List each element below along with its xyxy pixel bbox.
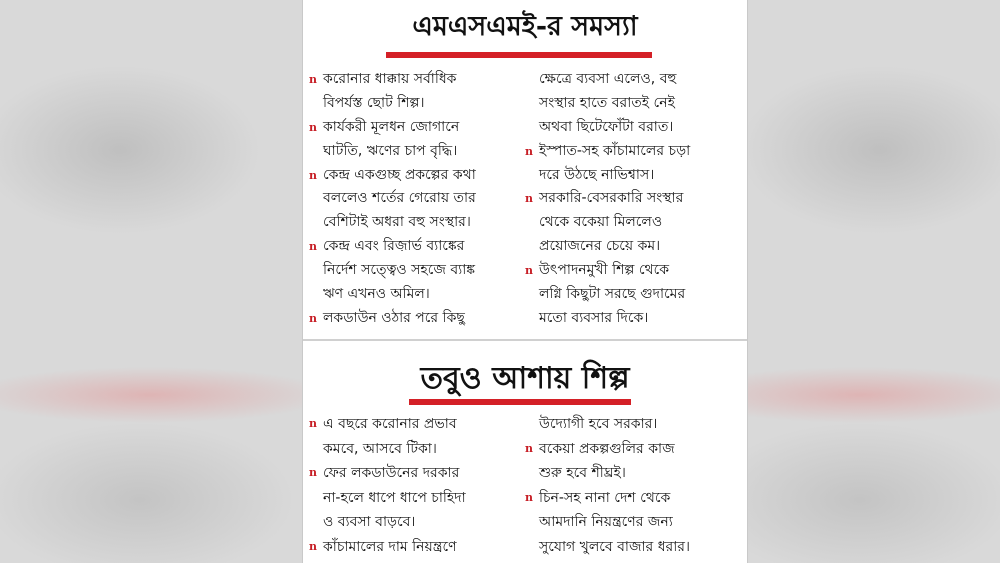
bullet-line-start	[309, 535, 521, 560]
hope-left-column	[309, 412, 521, 560]
bullet-line-continuation	[309, 259, 521, 283]
bullet-marker-icon: n	[309, 311, 317, 325]
line-text: থেকে বকেয়া মিললেও	[539, 214, 663, 231]
bullet-line-continuation	[525, 510, 737, 535]
msme-problems-section	[303, 0, 747, 340]
problems-left-column	[309, 68, 521, 331]
line-text: কমবে, আসবে টিকা।	[323, 440, 437, 457]
section-title-hope: তবুও আশায় শিল্প	[420, 361, 630, 396]
bullet-line-continuation	[309, 510, 521, 535]
bullet-line-continuation	[525, 164, 737, 188]
line-text: ক্ষেত্রে ব্যবসা এলেও, বহু	[539, 71, 677, 87]
bullet-line-continuation	[525, 535, 737, 560]
bullet-line-start	[309, 68, 521, 92]
bullet-line-continuation	[525, 68, 737, 92]
industry-hope-section	[303, 342, 747, 563]
bullet-line-start	[309, 164, 521, 188]
line-text: সুযোগ খুলবে বাজার ধরার।	[539, 538, 691, 555]
bullet-marker-icon: n	[309, 73, 317, 86]
section-title-problems: এমএসএমই-র সমস্যা	[412, 11, 638, 42]
bullet-line-start	[309, 116, 521, 140]
bullet-line-start	[309, 307, 521, 331]
bullet-line-start	[525, 437, 737, 462]
line-text: লকডাউন ওঠার পরে কিছু	[323, 309, 465, 326]
bullet-line-start	[525, 140, 737, 164]
problems-right-column	[525, 68, 737, 331]
line-text: অথবা ছিটেফোঁটা বরাত।	[539, 118, 674, 135]
bullet-line-start	[309, 412, 521, 437]
bullet-line-start	[309, 461, 521, 486]
bullet-marker-icon: n	[309, 240, 317, 254]
bullet-line-continuation	[525, 116, 737, 140]
line-text: উৎপাদনমুখী শিল্প থেকে	[539, 262, 669, 279]
bullet-line-continuation	[309, 140, 521, 164]
line-text: সংস্থার হাতে বরাতই নেই	[539, 94, 675, 111]
bullet-line-continuation	[525, 92, 737, 116]
line-text: এ বছরে করোনার প্রভাব	[323, 416, 457, 432]
bullet-marker-icon: n	[525, 264, 533, 278]
bullet-line-continuation	[525, 412, 737, 437]
bullet-line-start	[525, 187, 737, 211]
bullet-line-continuation	[309, 92, 521, 116]
line-text: বকেয়া প্রকল্পগুলির কাজ	[539, 440, 675, 457]
line-text: ঘাটতি, ঋণের চাপ বৃদ্ধি।	[323, 142, 458, 159]
line-text: কেন্দ্র এবং রিজ়ার্ভ ব্যাঙ্কের	[323, 238, 465, 255]
bullet-line-start	[525, 486, 737, 511]
line-text: সরকারি-বেসরকারি সংস্থার	[539, 190, 684, 207]
bullet-line-continuation	[525, 235, 737, 259]
bullet-marker-icon: n	[309, 539, 317, 553]
bullet-marker-icon: n	[525, 441, 533, 455]
hope-right-column	[525, 412, 737, 560]
bullet-line-continuation	[525, 211, 737, 235]
line-text: ইস্পাত-সহ কাঁচামালের চড়া	[539, 142, 691, 159]
line-text: চিন-সহ নানা দেশ থেকে	[539, 489, 671, 506]
line-text: কাঁচামালের দাম নিয়ন্ত্রণে	[323, 538, 457, 555]
line-text: করোনার ধাক্কায় সর্বাধিক	[323, 71, 457, 87]
line-text: কার্যকরী মূলধন জোগানে	[323, 118, 460, 135]
bullet-marker-icon: n	[309, 168, 317, 182]
bullet-line-continuation	[309, 437, 521, 462]
line-text: প্রয়োজনের চেয়ে কম।	[539, 238, 661, 255]
title-underline	[409, 399, 631, 405]
line-text: মতো ব্যবসার দিকে।	[539, 309, 649, 326]
line-text: উদ্যোগী হবে সরকার।	[539, 416, 658, 432]
line-text: নির্দেশ সত্ত্বেও সহজে ব্যাঙ্ক	[323, 262, 476, 279]
line-text: আমদানি নিয়ন্ত্রণের জন্য	[539, 514, 673, 531]
bullet-line-continuation	[309, 187, 521, 211]
bullet-line-continuation	[525, 307, 737, 331]
bullet-line-continuation	[525, 283, 737, 307]
line-text: ঋণ এখনও অমিল।	[323, 286, 430, 303]
bullet-line-continuation	[525, 461, 737, 486]
line-text: ফের লকডাউনের দরকার	[323, 465, 460, 482]
line-text: না-হলে ধাপে ধাপে চাহিদা	[323, 489, 466, 506]
bullet-line-continuation	[309, 486, 521, 511]
bullet-line-continuation	[309, 283, 521, 307]
section-divider	[303, 339, 747, 341]
bullet-marker-icon: n	[525, 144, 533, 158]
line-text: লগ্নি কিছুটা সরছে গুদামের	[539, 286, 686, 303]
line-text: কেন্দ্র একগুচ্ছ প্রকল্পের কথা	[323, 166, 476, 183]
line-text: বেশিটাই অধরা বহু সংস্থার।	[323, 214, 471, 231]
title-underline	[386, 52, 652, 58]
infographic-card	[303, 0, 747, 563]
bullet-marker-icon: n	[309, 120, 317, 134]
line-text: দরে উঠছে নাভিশ্বাস।	[539, 166, 655, 183]
line-text: বললেও শর্তের গেরোয় তার	[323, 190, 476, 207]
bullet-line-start	[309, 235, 521, 259]
bullet-line-start	[525, 259, 737, 283]
line-text: বিপর্যস্ত ছোট শিল্প।	[323, 94, 425, 111]
line-text: শুরু হবে শীঘ্রই।	[539, 465, 626, 482]
bullet-marker-icon: n	[309, 417, 317, 430]
line-text: ও ব্যবসা বাড়বে।	[323, 514, 416, 531]
bullet-marker-icon: n	[309, 466, 317, 480]
bullet-line-continuation	[309, 211, 521, 235]
bullet-marker-icon: n	[525, 192, 533, 206]
bullet-marker-icon: n	[525, 490, 533, 504]
